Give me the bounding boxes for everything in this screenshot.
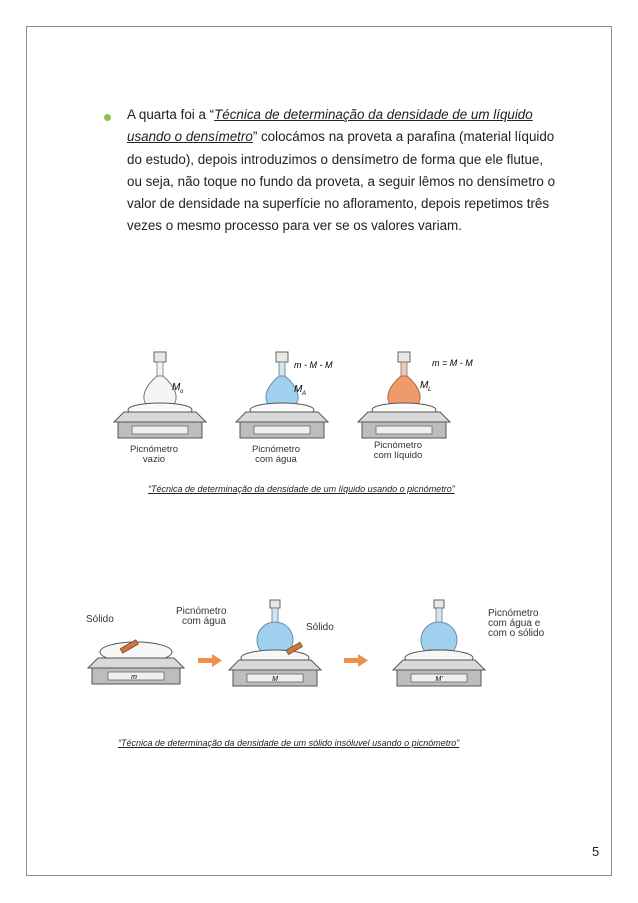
station-empty xyxy=(114,352,206,438)
bullet-icon xyxy=(104,114,111,121)
label-ml: M xyxy=(420,380,429,391)
arrow-right-icon xyxy=(344,654,368,667)
label-ma-eq: m - M - M xyxy=(294,360,333,370)
figure-pycnometer-liquid xyxy=(110,340,510,475)
station-final xyxy=(393,600,545,686)
page-number: 5 xyxy=(592,844,600,859)
label-picno-final-3: com o sólido xyxy=(488,628,545,639)
caption-water-1: Picnómetro xyxy=(251,444,301,455)
label-picno-final-1: Picnómetro xyxy=(488,608,539,619)
label-solido-2: Sólido xyxy=(306,622,334,633)
label-picno-agua-2: com água xyxy=(182,616,226,627)
label-ma-sub: A xyxy=(302,391,307,397)
pycnometer-liquid-illustration xyxy=(110,340,510,470)
caption-empty-1: Picnómetro xyxy=(129,444,179,455)
station-water-and-solid xyxy=(176,600,334,686)
label-ml-eq: m = M - M xyxy=(432,358,473,368)
figure1-caption: “Técnica de determinação da densidade de um líquido usando o picnómetro” xyxy=(148,484,455,494)
caption-liquid-1: Picnómetro xyxy=(373,440,423,451)
caption-water-2: com água xyxy=(255,454,297,465)
label-M-prime: M' xyxy=(435,676,443,683)
paragraph-body: ” colocámos na proveta a parafina (material líquido do estudo), depois introduzimos o densímetro de forma que ele flutue, ou seja, não toque no fundo da proveta, a seguir lêmos no densímetro o valor de densidade na superfície no afloramento, depois repetimos três vezes o mesmo processo para ver se os valores variam. xyxy=(127,129,556,234)
station-solid xyxy=(86,614,184,684)
station-water xyxy=(236,352,333,438)
figure2-caption: “Técnica de determinação da densidade de um sólido insóluvel usando o picnómetro” xyxy=(118,738,460,748)
label-m: m xyxy=(131,674,137,681)
label-M: M xyxy=(272,676,278,683)
label-ma: M xyxy=(294,384,303,395)
label-picno-final-2: com água e xyxy=(488,618,541,629)
label-m0-sub: o xyxy=(180,389,184,395)
label-picno-agua-1: Picnómetro xyxy=(176,606,227,617)
caption-empty-2: vazio xyxy=(142,454,166,465)
pycnometer-solid-illustration xyxy=(76,596,576,696)
label-ml-sub: L xyxy=(428,387,432,393)
arrow-right-icon xyxy=(198,654,222,667)
station-liquid xyxy=(358,352,473,438)
paragraph-lead: A quarta foi a “ xyxy=(127,107,215,122)
label-m0: M xyxy=(172,382,181,393)
figure-pycnometer-solid xyxy=(76,596,576,701)
paragraph-densimetro xyxy=(127,104,557,238)
paragraph-technique-name: Técnica de determinação da densidade de um líquido usando o densímetro xyxy=(127,107,533,145)
caption-liquid-2: com líquido xyxy=(373,450,423,461)
label-solido-1: Sólido xyxy=(86,614,114,625)
